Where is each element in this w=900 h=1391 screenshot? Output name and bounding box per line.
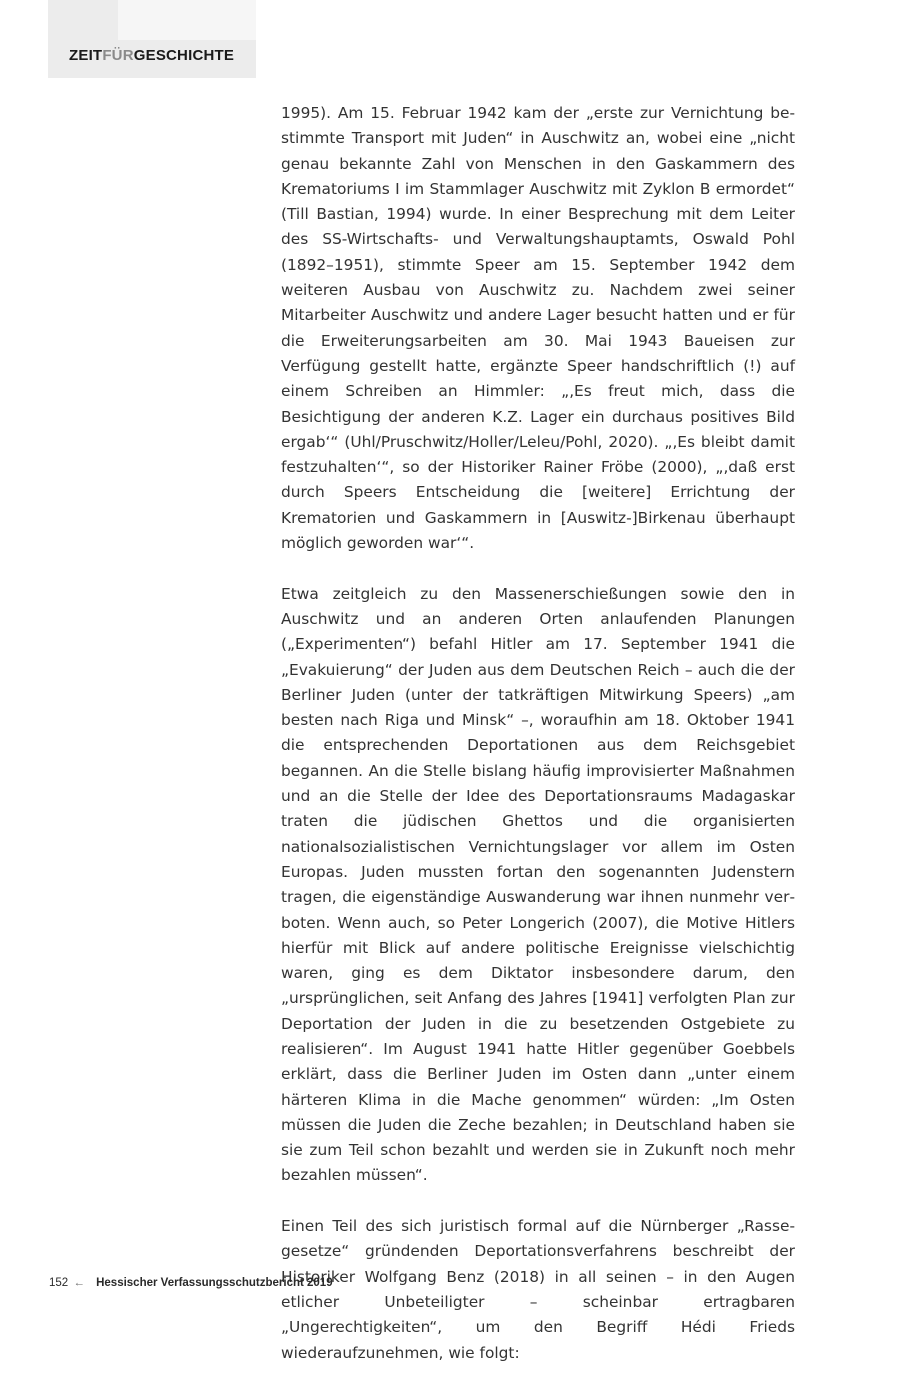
brand-part-geschichte: GESCHICHTE bbox=[133, 47, 235, 64]
paragraph-3: Einen Teil des sich juristisch formal auf die Nürnberger „Rassegesetze“ gründenden Deportationsverfahrens beschreibt der Historiker Wolfgang Benz (2018) in all seinen – in den Augen etlicher Unbeteiligter – scheinbar ertragbaren „Ungerechtigkeiten“, um den Begriff Hédi Frieds wiederaufzunehmen, wie folgt: bbox=[281, 1217, 795, 1362]
brand-logo bbox=[69, 47, 234, 64]
article-body bbox=[281, 101, 795, 1391]
paragraph-2: Etwa zeitgleich zu den Massenerschießungen sowie den in Auschwitz und an anderen Orten anlaufenden Planungen („Experimenten“) befahl Hitler am 17. September 1941 die „Evakuierung“ der Juden aus dem Deutschen Reich – auch die der Berliner Juden (unter der tatkräftigen Mitwirkung Speers) „am besten nach Riga und Minsk“ –, woraufhin am 18. Oktober 1941 die entsprechenden Deportationen aus dem Reichsgebiet begannen. An die Stelle bislang häufig improvisierter Maßnahmen und an die Stelle der Idee des Deportationsraums Madagaskar traten die jüdischen Ghettos und die organisierten nationalsozialistischen Vernichtungslager vor allem im Osten Europas. Juden mussten fortan den sogenannten Judenstern tragen, die eigenständige Auswanderung war ihnen nunmehr verboten. Wenn auch, so Peter Longerich (2007), die Motive Hitlers hierfür mit Blick auf andere politische Ereignisse vielschichtig waren, ging es dem Diktator insbesondere darum, den „ursprünglichen, seit Anfang des Jahres [1941] verfolgten Plan zur Deportation der Juden in die zu besetzenden Ostgebiete zu realisieren“. Im August 1941 hatte Hitler gegenüber Goebbels erklärt, dass die Berliner Juden im Osten dann „unter einem härteren Klima in die Mache genommen“ würden: „Im Osten müssen die Juden die Zeche bezahlen; in Deutschland haben sie sie zum Teil schon bezahlt und werden sie in Zukunft noch mehr bezahlen müssen“. bbox=[281, 584, 795, 1185]
page-number: 152 bbox=[49, 1277, 69, 1289]
page-footer bbox=[49, 1277, 333, 1289]
brand-part-fuer: FÜR bbox=[102, 47, 134, 64]
paragraph-1: 1995). Am 15. Februar 1942 kam der „erste zur Vernichtung bestimmte Transport mit Juden“ in Auschwitz an, wobei eine „nicht genau bekannte Zahl von Menschen in den Gaskammern des Krematoriums I im Stammlager Auschwitz mit Zyklon B ermordet“ (Till Bastian, 1994) wurde. In einer Besprechung mit dem Leiter des SS-Wirtschafts- und Verwaltungshauptamts, Oswald Pohl (1892–1951), stimmte Speer am 15. September 1942 dem weiteren Ausbau von Auschwitz zu. Nachdem zwei seiner Mitarbeiter Auschwitz und andere Lager besucht hatten und er für die Erweiterungsarbeiten am 30. Mai 1943 Baueisen zur Verfügung gestellt hatte, ergänzte Speer handschriftlich (!) auf einem Schreiben an Himmler: „‚Es freut mich, dass die Besichtigung der anderen K.Z. Lager ein durchaus positives Bild ergab‘“ (Uhl/Pruschwitz/Holler/Leleu/Pohl, 2020). „‚Es bleibt damit festzuhalten‘“, so der Historiker Rainer Fröbe (2000), „‚daß erst durch Speers Entscheidung die [weitere] Errichtung der Krematorien und Gaskammern in [Auswitz-]Birkenau überhaupt möglich geworden war‘“. bbox=[281, 104, 795, 553]
header-band-highlight bbox=[118, 0, 256, 40]
brand-part-zeit: ZEIT bbox=[69, 47, 103, 64]
back-arrow-icon[interactable]: ← bbox=[73, 1277, 85, 1289]
publication-title: Hessischer Verfassungsschutzbericht 2019 bbox=[96, 1277, 333, 1289]
